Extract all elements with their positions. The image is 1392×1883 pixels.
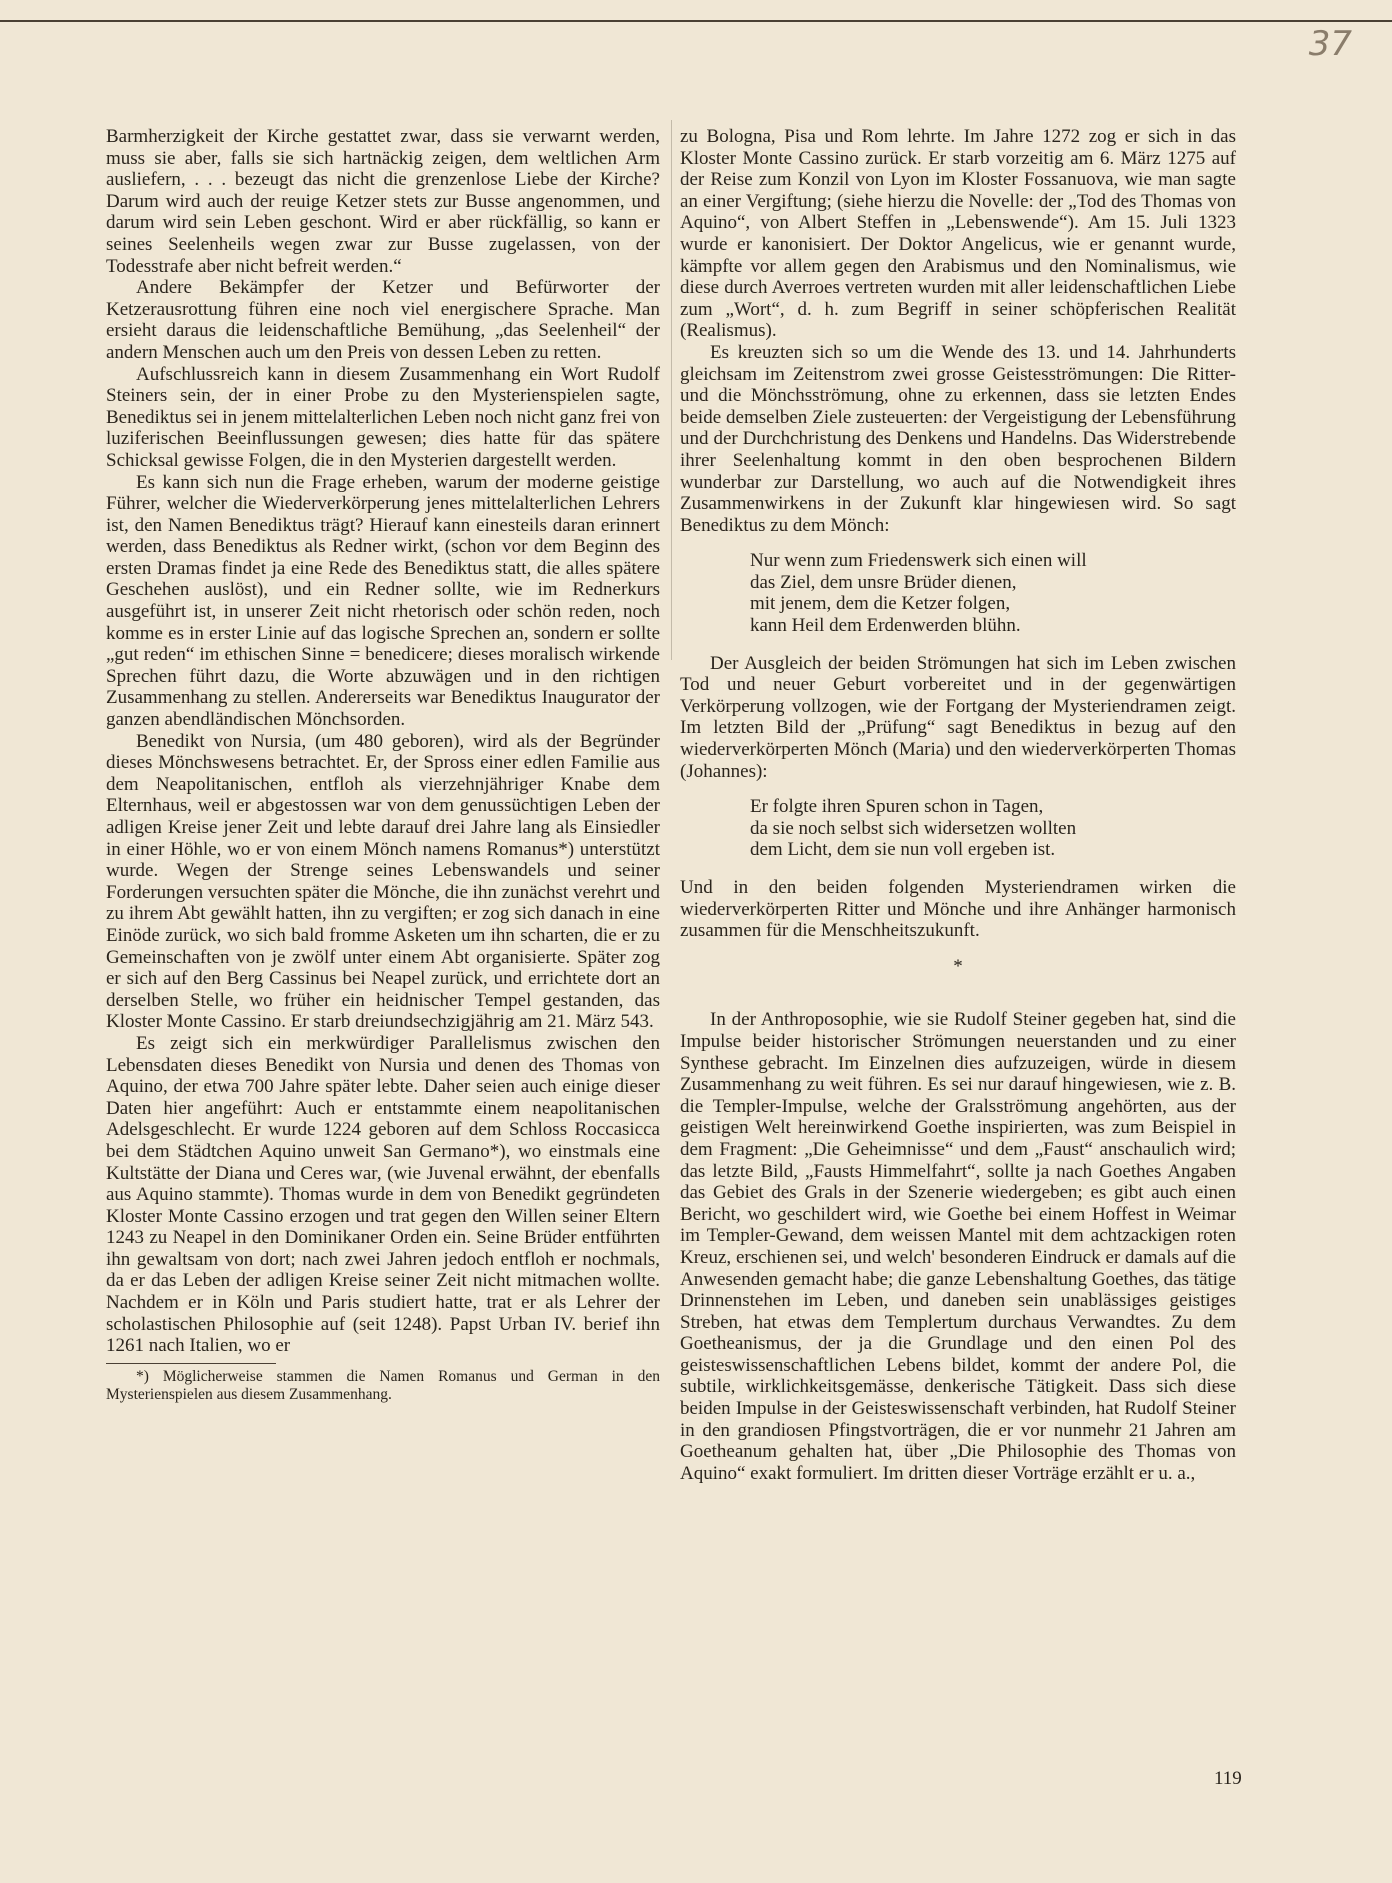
left-column [106, 126, 660, 1404]
verse-line: Nur wenn zum Friedenswerk sich einen will [750, 550, 1087, 572]
top-rule [0, 20, 1392, 22]
page-number: 119 [1214, 1768, 1242, 1789]
footnote-rule [106, 1363, 276, 1364]
right-column [680, 126, 1236, 1484]
verse-line: dem Licht, dem sie nun voll ergeben ist. [750, 839, 1056, 861]
paragraph: Es kann sich nun die Frage erheben, warum der moderne geistige Führer, welcher die Wiederverkörperung jenes mittelalterlichen Lehrers ist, den Namen Benediktus trägt? Hierauf kann einesteils daran erinnert werden, dass Benediktus als Redner wirkt, (schon vor dem Beginn des ersten Dramas findet ja eine Rede des Benediktus statt, die alles spätere Geschehen auslöst), und ein Redner sollte, wie im Rednerkurs ausgeführt ist, in unserer Zeit nicht rhetorisch oder schön reden, noch komme es in erster Linie auf das logische Sprechen an, sondern er sollte „gut reden“ im ethischen Sinne = benedicere; dieses moralisch wirkende Sprechen führt dazu, die Worte abzuwägen und in den richtigen Zusammenhang zu stellen. Andererseits war Benediktus Inaugurator der ganzen abendländischen Mönchsorden. [106, 471, 660, 731]
verse-line: kann Heil dem Erdenwerden blühn. [750, 615, 1021, 637]
verse-quote [750, 550, 1236, 636]
paragraph: Benedikt von Nursia, (um 480 geboren), wird als der Begründer dieses Mönchswesens betrachtet. Er, der Spross einer edlen Familie aus dem Neapolitanischen, entfloh als vierzehnjähriger Knabe dem Elternhaus, weil er abgestossen war von dem genussüchtigen Leben der adligen Kreise jener Zeit und lebte darauf drei Jahre lang als Einsiedler in einer Höhle, wo er von einem Mönch namens Romanus*) unterstützt wurde. Wegen der Strenge seines Lebenswandels und seiner Forderungen versuchten später die Mönche, die ihn zunächst verehrt und zu ihrem Abt gewählt hatten, ihn zu vergiften; er zog sich danach in eine Einöde zurück, wo sich bald fromme Asketen um ihn scharten, die er zu Gemeinschaften von je zwölf unter einem Abt organisierte. Später zog er sich auf den Berg Cassinus bei Neapel zurück, und errichtete dort an derselben Stelle, wo früher ein heidnischer Tempel gestanden, das Kloster Monte Cassino. Er starb dreiundsechzigjährig am 21. März 543. [106, 730, 660, 1033]
footnote: *) Möglicherweise stammen die Namen Romanus und German in den Mysterienspielen aus diesem Zusammenhang. [106, 1367, 660, 1403]
paragraph: zu Bologna, Pisa und Rom lehrte. Im Jahre 1272 zog er sich in das Kloster Monte Cassino zurück. Er starb vorzeitig am 6. März 1275 auf der Reise zum Konzil von Lyon im Kloster Fossanuova, wie man sagte an einer Vergiftung; (siehe hierzu die Novelle: der „Tod des Thomas von Aquino“, von Albert Steffen in „Lebenswende“). Am 15. Juli 1323 wurde er kanonisiert. Der Doktor Angelicus, wie er genannt wurde, kämpfte vor allem gegen den Arabismus und den Nominalismus, wie diese durch Averroes vertreten wurden mit aller leidenschaftlichen Liebe zum „Wort“, d. h. zum Begriff in seiner schöpferischen Realität (Realismus). [680, 126, 1236, 342]
section-separator: * [953, 955, 963, 977]
paragraph: Es kreuzten sich so um die Wende des 13. und 14. Jahrhunderts gleichsam im Zeitenstrom zwei grosse Geistesströmungen: Die Ritter- und die Mönchsströmung, ohne zu erkennen, dass sie letzten Endes beide demselben Ziele zusteuerten: der Vergeistigung der Lebensführung und der Durchchristung des Denkens und Handelns. Das Widerstrebende ihrer Seelenhaltung kommt in den oben besprochenen Bildern wunderbar zur Darstellung, wo auch auf die Notwendigkeit ihres Zusammenwirkens in der Zukunft klar hingewiesen wird. So sagt Benediktus zu dem Mönch: [680, 341, 1236, 536]
paragraph: Andere Bekämpfer der Ketzer und Befürworter der Ketzerausrottung führen eine noch viel energischere Sprache. Man ersieht daraus die leidenschaftliche Bemühung, „das Seelenheil“ der andern Menschen auch um den Preis von dessen Leben zu retten. [106, 277, 660, 363]
paragraph: Es zeigt sich ein merkwürdiger Parallelismus zwischen den Lebensdaten dieses Benedikt von Nursia und denen des Thomas von Aquino, der etwa 700 Jahre später lebte. Daher seien auch einige dieser Daten hier angeführt: Auch er entstammte einem neapolitanischen Adelsgeschlecht. Er wurde 1224 geboren auf dem Schloss Roccasicca bei dem Städtchen Aquino unweit San Germano*), wo einstmals eine Kultstätte der Diana und Ceres war, (wie Juvenal erwähnt, der ebenfalls aus Aquino stammte). Thomas wurde in dem von Benedikt gegründeten Kloster Monte Cassino erzogen und trat gegen den Willen seiner Eltern 1243 zu Neapel in den Dominikaner Orden ein. Seine Brüder entführten ihn gewaltsam von dort; nach zwei Jahren jedoch entfloh er nochmals, da er das Leben der adligen Kreise seiner Zeit nicht mitmachen wollte. Nachdem er in Köln und Paris studiert hatte, trat er als Lehrer der scholastischen Philosophie auf (seit 1248). Papst Urban IV. berief ihn 1261 nach Italien, wo er [106, 1032, 660, 1357]
paragraph: Der Ausgleich der beiden Strömungen hat sich im Leben zwischen Tod und neuer Geburt vorbereitet und in der gegenwärtigen Verkörperung vollzogen, wie der Fortgang der Mysteriendramen zeigt. Im letzten Bild der „Prüfung“ sagt Benediktus in bezug auf den wiederverkörperten Mönch (Maria) und den wiederverkörperten Thomas (Johannes): [680, 652, 1236, 782]
paragraph: Und in den beiden folgenden Mysteriendramen wirken die wiederverkörperten Ritter und Mönche und ihre Anhänger harmonisch zusammen für die Menschheitszukunft. [680, 877, 1236, 942]
paragraph: Aufschlussreich kann in diesem Zusammenhang ein Wort Rudolf Steiners sein, der in einer Probe zu den Mysterienspielen sagte, Benediktus sei in jenem mittelalterlichen Leben noch nicht ganz frei von luziferischen Beeinflussungen gewesen; dies hatte für das spätere Schicksal gewisse Folgen, die in den Mysterien dargestellt werden. [106, 363, 660, 471]
verse-line: mit jenem, dem die Ketzer folgen, [750, 593, 1011, 615]
paragraph: In der Anthroposophie, wie sie Rudolf Steiner gegeben hat, sind die Impulse beider historischer Strömungen neuerstanden und zu einer Synthese gebracht. Im Einzelnen dies aufzuzeigen, würde in diesem Zusammenhang zu weit führen. Es sei nur darauf hingewiesen, wie z. B. die Templer-Impulse, welche der Gralsströmung angehörten, aus der geistigen Welt hereinwirkend Goethe inspirierten, was zum Beispiel in dem Fragment: „Die Geheimnisse“ und dem „Faust“ anschaulich wird; das letzte Bild, „Fausts Himmelfahrt“, sollte ja nach Goethes Angaben das Gebiet des Grals in der Szenerie wiedergeben; es gibt auch einen Bericht, wo geschildert wird, wie Goethe bei einem Hoffest in Weimar im Templer-Gewand, dem weissen Mantel mit dem achtzackigen roten Kreuz, erschienen sei, und welch' besonderen Eindruck er damals auf die Anwesenden gemacht habe; die ganze Lebenshaltung Goethes, das tätige Drinnenstehen im Leben, und daneben sein unablässiges geistiges Streben, hat etwas dem Templertum durchaus Verwandtes. Zu dem Goetheanismus, der ja die Grundlage und den einen Pol des geisteswissenschaftlichen Lebens bildet, kommt der andere Pol, die subtile, wirklichkeitsgemässe, denkerische Tätigkeit. Dass sich diese beiden Impulse in der Geisteswissenschaft verbinden, hat Rudolf Steiner in den grandiosen Pfingstvorträgen, die er vor nunmehr 21 Jahren am Goetheanum gehalten hat, über „Die Philosophie des Thomas von Aquino“ exakt formuliert. Im dritten dieser Vorträge erzählt er u. a., [680, 1009, 1236, 1484]
paragraph: Barmherzigkeit der Kirche gestattet zwar, dass sie verwarnt werden, muss sie aber, falls sie sich hartnäckig zeigen, dem weltlichen Arm ausliefern, . . . bezeugt das nicht die grenzenlose Liebe der Kirche? Darum wird auch der reuige Ketzer stets zur Busse angenommen, und darum wird sein Leben geschont. Wird er aber rückfällig, so kann er seines Seelenheils wegen zwar zur Busse zugelassen, von der Todesstrafe aber nicht befreit werden.“ [106, 126, 660, 277]
verse-line: Er folgte ihren Spuren schon in Tagen, [750, 796, 1044, 818]
verse-line: das Ziel, dem unsre Brüder dienen, [750, 571, 1017, 593]
handwritten-page-number: 37 [1308, 24, 1352, 64]
verse-line: da sie noch selbst sich widersetzen wollten [750, 817, 1077, 839]
column-divider [671, 120, 672, 660]
verse-quote [750, 796, 1236, 861]
